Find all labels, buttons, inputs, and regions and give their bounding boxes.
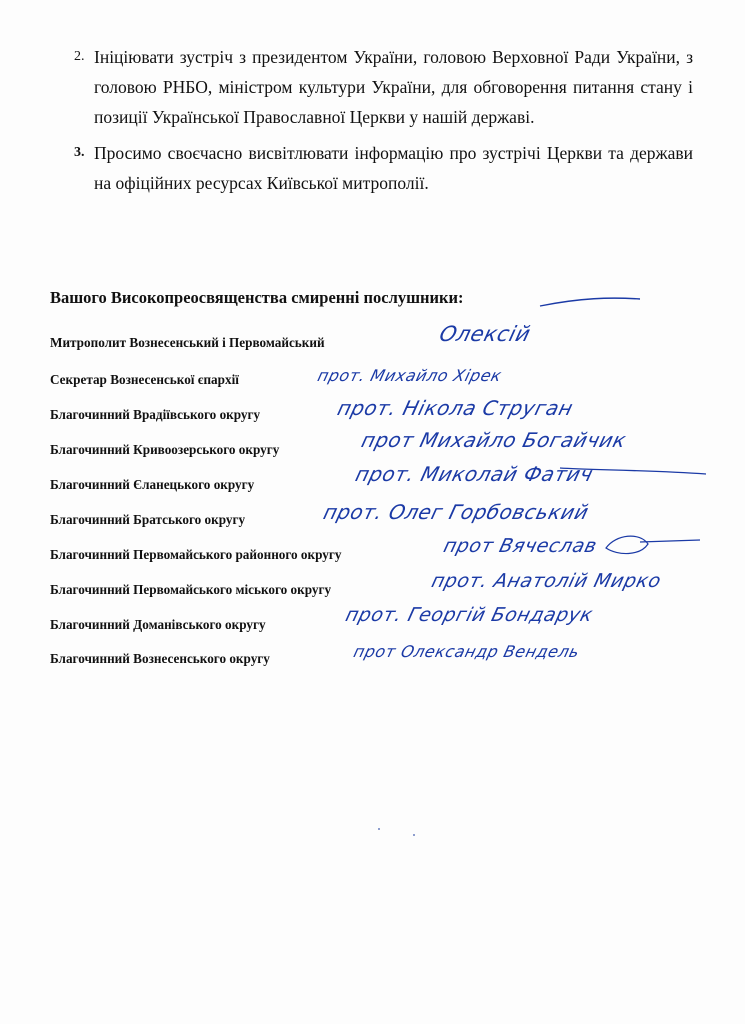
item-text: Ініціювати зустріч з президентом України, головою Верховної Ради України, з головою РНБО, міністром культури України, для обговорення питання стану і позиції Української Православної Церкви у нашій державі. — [94, 47, 693, 127]
handwritten-signature: прот. Миколай Фатич — [353, 462, 596, 486]
signatory-title: Благочинний Врадіївського округу — [50, 407, 261, 422]
handwritten-signature: прот Олександр Вендель — [351, 642, 582, 661]
handwritten-signature: прот Вячеслав — [441, 535, 600, 557]
signatory-title: Благочинний Доманівського округу — [50, 617, 266, 632]
request-list — [68, 42, 693, 198]
signatory-title: Благочинний Кривоозерського округу — [50, 442, 280, 457]
item-text: Просимо своєчасно висвітлювати інформацію про зустрічі Церкви та держави на офіційних ресурсах Київської митрополії. — [94, 143, 693, 193]
handwritten-signature: прот. Михайло Хірек — [315, 366, 504, 385]
ink-speck — [378, 828, 380, 830]
handwritten-signature: прот. Олег Горбовський — [321, 500, 592, 524]
signatory-title: Секретар Вознесенської єпархії — [50, 372, 239, 387]
handwritten-signature: Олексій — [437, 322, 534, 346]
signatory-title: Митрополит Вознесенський і Первомайський — [50, 335, 325, 350]
signatory-title: Благочинний Братського округу — [50, 512, 246, 527]
ink-speck — [413, 834, 415, 836]
closing-greeting: Вашого Високопреосвященства смиренні послушники: — [50, 288, 464, 307]
signatory-title: Благочинний Первомайського міського округу — [50, 582, 332, 597]
signatory-title: Благочинний Єланецького округу — [50, 477, 255, 492]
item-number: 2. — [74, 49, 85, 64]
signatory-title: Благочинний Первомайського районного округу — [50, 547, 342, 562]
handwritten-signature: прот. Анатолій Мирко — [429, 570, 664, 592]
handwritten-signature: прот. Нікола Струган — [335, 396, 576, 420]
item-number: 3. — [74, 145, 85, 160]
handwritten-signature: прот. Георгій Бондарук — [343, 604, 596, 626]
signatory-title: Благочинний Вознесенського округу — [50, 651, 270, 666]
list-item-3 — [68, 138, 693, 198]
list-item-2 — [68, 42, 693, 132]
handwritten-signature: прот Михайло Богайчик — [359, 428, 629, 452]
